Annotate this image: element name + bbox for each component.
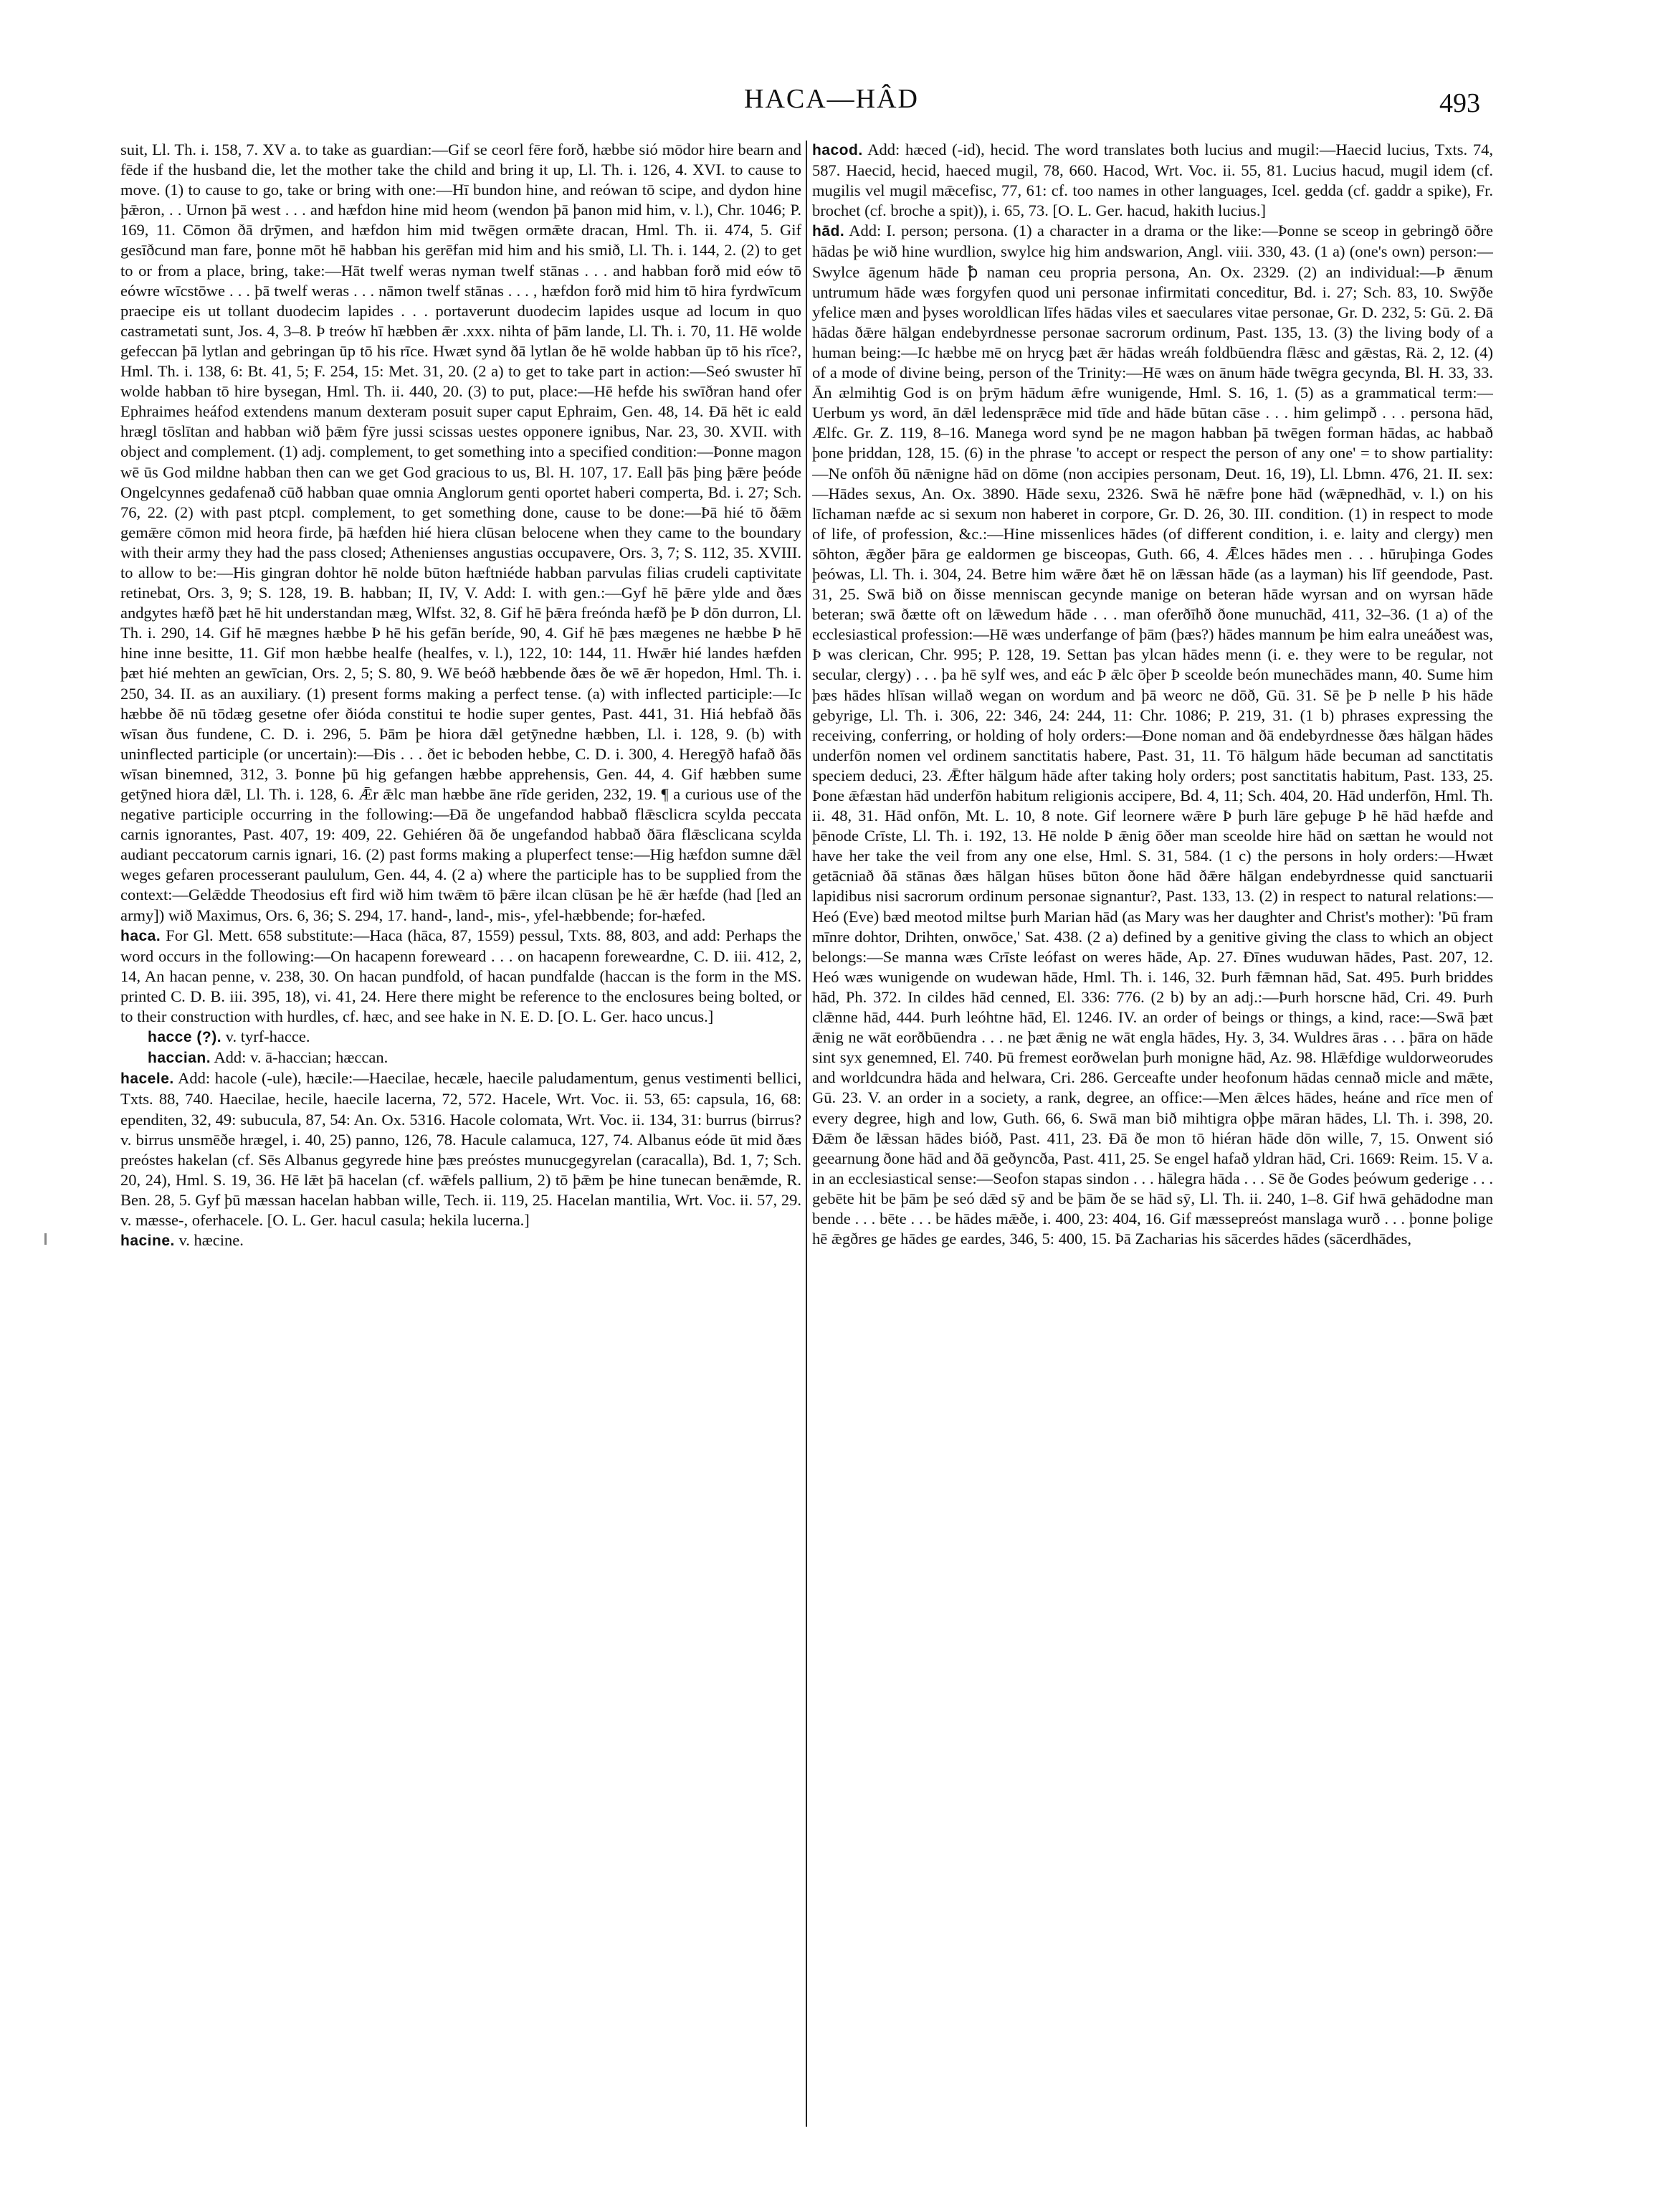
headword: haca. (120, 927, 161, 944)
headword: hacce (?). (148, 1029, 222, 1046)
entry-continuation (120, 140, 801, 926)
headword: haccian. (148, 1050, 211, 1067)
margin-mark (44, 1233, 47, 1245)
headword: hacine. (120, 1233, 175, 1250)
entry-text: v. hæcine. (178, 1231, 244, 1250)
headword: hād. (812, 223, 845, 240)
entry-text: Add: hæced (-id), hecid. The word translates both lucius and mugil:—Haecid lucius, Txts. 74, 587. Haecid, hecid, haeced mugil, 78, 660. Hacod, Wrt. Voc. ii. 55, 81. Lucius hacud, mugil idem (cf. mugilis vel mugil mǣcefisc, 77, 61: cf. too names in other languages, Icel. gedda (cf. gaddr a spike), Fr. brochet (cf. broche a spit)), i. 65, 73. [O. L. Ger. hacud, hakith lucius.] (812, 141, 1493, 220)
headword: hacele. (120, 1071, 174, 1088)
running-title: HACA—HÂD (744, 84, 919, 114)
entry-text: Add: hacole (-ule), hæcile:—Haecilae, hecæle, haecile paludamentum, genus vestimenti bellici, Txts. 88, 740. Haecilae, hecile, haecile lacerna, 72, 572. Hacele, Wrt. Voc. ii. 53, 65: capsula, 16, 68: ependiten, 32, 49: subucula, 87, 54: An. Ox. 5316. Hacole colomata, Wrt. Voc. ii. 134, 31: burrus (birrus? v. birrus unsmēðe hrægel, i. 40, 25) panno, 126, 78. Hacule calamuca, 127, 74. Albanus eóde ūt mid ðæs preóstes hakelan (cf. Sēs Albanus gegyrede hine þæs preóstes munucgegyrelan (caracalla), Bd. 1, 7; Sch. 20, 24), Hml. S. 19, 36. Hē lǣt þā hacelan (cf. wǣfels pallium, 2) tō þǣm þe hine tunecan benǣmde, R. Ben. 28, 5. Gyf þū mæssan hacelan habban wille, Tech. ii. 119, 25. Hacelan mantilia, Wrt. Voc. ii. 57, 29. v. mæsse-, oferhacele. [O. L. Ger. hacul casula; hekila lucerna.] (120, 1069, 801, 1229)
entry-hacele (120, 1068, 801, 1230)
page-number: 493 (1439, 88, 1480, 118)
running-head (0, 77, 1663, 120)
entry-hacce (120, 1027, 801, 1048)
column-divider (806, 141, 807, 2127)
entry-had (812, 221, 1493, 1249)
headword: hacod. (812, 142, 863, 158)
right-column (812, 140, 1493, 2133)
entry-text: suit, Ll. Th. i. 158, 7. XV a. to take as guardian:—Gif se ceorl fēre forð, hæbbe sió mōdor hire bearn and fēde if the husband die, let the mother take the child and bring it up, Ll. Th. i. 126, 4. XVI. to cause to move. (1) to cause to go, take or bring with one:—Hī bundon hine, and reówan tō scipe, and dydon hine þǣron, . . Urnon þā west . . . and hæfdon hine mid heom (wendon þā þanon mid him, v. l.), Chr. 1046; P. 169, 11. Cōmon ðā drȳmen, and hæfdon him mid twēgen ormǣte dracan, Hml. Th. ii. 474, 5. Gif gesīðcund man fare, þonne mōt hē habban his gerēfan mid him and his smið, Ll. Th. i. 144, 2. (2) to get to or from a place, bring, take:—Hāt twelf weras nyman twelf stānas . . . and habban forð mid eów tō eówre wīcstōwe . . . þā twelf weras . . . nāmon twelf stānas . . . , hæfdon forð mid him tō hira fyrdwīcum praecipe eis ut tollant duodecim lapides . . . portaverunt duodecim lapides usque ad locum in quo castrametati sunt, Jos. 4, 3–8. Þ treów hī hæbben ǣr .xxx. nihta of þām lande, Ll. Th. i. 70, 11. Hē wolde gefeccan þā lytlan and gebringan ūp tō his rīce. Hwæt synd ðā lytlan ðe hē wolde habban ūp tō his rīce?, Hml. Th. i. 138, 6: Bt. 41, 5; F. 254, 15: Met. 31, 20. (2 a) to get to take part in action:—Seó swuster hī wolde habban tō hire bysegan, Hml. Th. ii. 440, 20. (3) to put, place:—Hē hefde his swīðran hand ofer Ephraimes heáfod extendens manum dexteram posuit super caput Ephraim, Gen. 48, 14. Ðā hēt ic eald hrægl tōslītan and habban wið þǣm fȳre jussi scissas uestes opponere ignibus, Nar. 23, 30. XVII. with object and complement. (1) adj. complement, to get something into a specified condition:—Þonne magon wē ūs God mildne habban then can we get God gracious to us, Bl. H. 107, 17. Eall þās þing þǣre þeóde Ongelcynnes gedafenað cūð habban quae omnia Anglorum genti oportet haberi comperta, Bd. i. 27; Sch. 76, 22. (2) with past ptcpl. complement, to get something done, cause to be done:—Þā hié tō ðǣm gemǣre cōmon mid heora firde, þā hæfden hié hiera clūsan belocene when they came to the boundary with their army they had the pass closed; Athenienses angustias occupavere, Ors. 3, 7; S. 112, 35. XVIII. to allow to be:—His gingran dohtor hē nolde būton hæftniéde habban parvulas filias crudeli captivitate retinebat, Ors. 3, 9; S. 128, 19. B. habban; II, IV, V. Add: I. with gen.:—Gyf hē þǣre ylde and ðæs andgytes hæfð þæt hē hit understandan mæg, Wlfst. 32, 8. Gif hē þǣra freónda hæfð þe Þ dōn durron, Ll. Th. i. 290, 14. Gif hē mægnes hæbbe Þ hē his gefān beríde, 90, 4. Gif hē þæs mægenes ne hæbbe Þ hē hine inne besitte, 11. Gif mon hæbbe healfe (healfes, v. l.), 122, 10: 144, 11. Hwǣr hié landes hæfden þæt hié mehten an gewīcian, Ors. 2, 5; S. 80, 9. Wē beóð hæbbende ðæs ðe wē ǣr hopedon, Hml. Th. i. 250, 34. II. as an auxiliary. (1) present forms making a perfect tense. (a) with inflected participle:—Ic hæbbe ðē nū tōdæg gesetne ofer ðióda constitui te hodie super gentes, Past. 441, 31. Hiá hebfað ðās wīsan ðus fundene, C. D. i. 296, 5. Þām þe hiora dǣl getȳnedne hæbben, Ll. i. 128, 9. (b) with uninflected participle (or uncertain):—Ðis . . . ðet ic beboden hebbe, C. D. i. 300, 4. Heregȳð hafað ðās wīsan binemned, 312, 3. Þonne þū hig gefangen hæbbe apprehensis, Gen. 44, 4. Gif hæbben sume getȳned hiora dǣl, Ll. Th. i. 128, 6. Ǣr ǣlc man hæbbe āne rīde geriden, 232, 19. ¶ a curious use of the negative participle occurring in the following:—Ðā ðe ungefandod habbað flǣsclicra scylda peccata carnis ignorantes, Past. 407, 19: 409, 22. Gehiéren ðā ðe ungefandod habbað ðāra flǣsclicana scylda audiant peccatorum carnis ignari, 16. (2) past forms making a pluperfect tense:—Hig hæfdon sumne dǣl weges gefaren processerant paululum, Gen. 44, 4. (2 a) where the participle has to be supplied from the context:—Gelǣdde Theodosius eft fird wið him twǣm tō þǣre ilcan clūsan þe hē ǣr hæfde (had [led an army]) wið Maximus, Ors. 6, 36; S. 294, 17. hand-, land-, mis-, yfel-hæbbende; for-hæfed. (120, 141, 801, 924)
entry-hacod (812, 140, 1493, 221)
entry-text: For Gl. Mett. 658 substitute:—Haca (hāca, 87, 1559) pessul, Txts. 88, 803, and add: Perhaps the word occurs in the following:—On hacapenn foreweard . . . on hacapenn foreweardne, C. D. iii. 412, 2, 14, An hacan penne, v. 238, 30. On hacan pundfold, of hacan pundfalde (haccan is the form in the MS. printed C. D. B. iii. 395, 18), vi. 41, 24. Here there might be reference to the enclosures being bolted, or to their construction with hurdles, cf. hæc, and see hake in N. E. D. [O. L. Ger. haco uncus.] (120, 926, 801, 1026)
entry-hacine (120, 1230, 801, 1251)
entry-text: Add: v. ā-haccian; hæccan. (214, 1048, 389, 1067)
entry-haccian (120, 1048, 801, 1068)
entry-text: v. tyrf-hacce. (225, 1027, 310, 1046)
left-column (120, 140, 801, 2133)
entry-haca (120, 926, 801, 1027)
entry-text: Add: I. person; persona. (1) a character in a drama or the like:—Þonne se sceop in gebringð ōðre hādas þe wið hine wurdlion, swylce hig him andswarion, Angl. viii. 330, 43. (1 a) (one's own) person:—Swylce āgenum hāde ꝥ naman ceu propria persona, An. Ox. 2329. (2) an individual:—Þ ǣnum untrumum hāde wæs forgyfen quod uni personae infirmitati conceditur, Bd. i. 27; Sch. 83, 10. Swȳðe yfelice mæn and þyses woroldlican līfes hādas viles et saeculares vitae personae, Gr. D. 232, 5: Gū. 2. Ðā hādas ðǣre hālgan endebyrdnesse personae sacrorum ordinum, Past. 135, 13. (3) the living body of a human being:—Ic hæbbe mē on hrycg þæt ǣr hādas wreáh foldbūendra flǣsc and gǣstas, Rä. 2, 12. (4) of a mode of divine being, person of the Trinity:—Hē wæs on ānum hāde twēgra gecynda, Bl. H. 33, 33. Ān ælmihtig God is on þrȳm hādum ǣfre wunigende, Hml. S. 16, 1. (5) as a grammatical term:—Uerbum ys word, ān dǣl ledensprǣce mid tīde and hāde būtan cāse . . . him gelimpð . . . persona hād, Ælfc. Gr. Z. 119, 8–16. Manega word synd þe ne magon habban þā twēgen forman hādas, ac habbað þone þriddan, 128, 15. (6) in the phrase 'to accept or respect the person of any one' = to show partiality:—Ne onfōh ðū nǣnigne hād on dōme (non accipies personam, Deut. 16, 19), Ll. Lbmn. 476, 21. II. sex:—Hādes sexus, An. Ox. 3890. Hāde sexu, 2326. Swā hē nǣfre þone hād (wǣpnedhād, v. l.) on his līchaman næfde ac si sexum non haberet in corpore, Gr. D. 26, 30. III. condition. (1) in respect to mode of life, of profession, &c.:—Hine missenlices hādes (of different condition, i. e. laity and clergy) men sōhton, ǣgðer þāra ge ealdormen ge bisceopas, Guth. 66, 4. Ǣlces hādes men . . . hūruþinga Godes þeówas, Ll. Th. i. 304, 24. Betre him wǣre ðæt hē on lǣssan hāde (as a layman) his līf geendode, Past. 31, 25. Swā bið on ðisse menniscan gecynde manige on beteran hāde wyrsan and on wyrsan hāde beteran; swā ðætte oft on lǣwedum hāde . . . man oferðīhð ðone munuchād, 411, 32–36. (1 a) of the ecclesiastical profession:—Hē wæs underfange of þām (þæs?) hādes mannum þe him ealra uneáðest was, Þ was clerican, Chr. 995; P. 128, 19. Settan þas ylcan hādes menn (i. e. they were to be regular, not secular, clergy) . . . þa hē sylf wes, and eác Þ ǣlc ōþer Þ sceolde beón munechādes mann, 40. Sume him þæs hādes hlīsan willað wegan on wordum and þā weorc ne dōð, Gū. 31. Sē þe Þ nelle Þ his hāde gebyrige, Ll. Th. i. 306, 22: 346, 24: 244, 11: Chr. 1086; P. 219, 31. (1 b) phrases expressing the receiving, conferring, or holding of holy orders:—Ðone noman and ðā endebyrdnesse ðæs hālgan hādes underfōn nomen vel ordinem sanctitatis habere, Past. 31, 11. Tō hālgum hāde becuman ad sanctitatis speciem deduci, 23. Ǣfter hālgum hāde after taking holy orders; post sanctitatis habitum, Past. 133, 25. Þone ǣfæstan hād underfōn habitum religionis accipere, Bd. 4, 11; Sch. 404, 20. Hād underfōn, Hml. Th. ii. 48, 31. Hād onfōn, Mt. L. 10, 8 note. Gif leornere wǣre Þ þurh lāre geþuge Þ hē hād hæfde and þēnode Crīste, Ll. Th. i. 192, 13. Hē nolde Þ ǣnig ōðer man sceolde hire hād on sættan he would not have her take the veil from any one else, Hml. S. 31, 584. (1 c) the persons in holy orders:—Hwæt getācniað ðā stānas ðæs hālgan hūses būton ðone hād ðǣre hālgan endebyrdnesse quid sanctuarii lapidibus nisi sacrorum ordinum personae signantur?, Past. 133, 13. (2) in respect to natural relations:—Heó (Eve) bæd meotod miltse þurh Marian hād (as Mary was her daughter and Christ's mother): 'Þū fram mīnre dohtor, Drihten, onwōce,' Sat. 438. (2 a) defined by a genitive giving the class to which an object belongs:—Se manna wæs Crīste leófast on weres hāde, Ap. 27. Ðīnes wuduwan hādes, Past. 207, 12. Heó wæs wunigende on wudewan hāde, Hml. Th. i. 146, 32. Þurh fǣmnan hād, Sat. 495. Þurh briddes hād, Ph. 372. In cildes hād cenned, El. 336: 776. (2 b) by an adj.:—Þurh horscne hād, Cri. 49. Þurh clǣnne hād, 444. Þurh leóhtne hād, El. 1246. IV. an order of beings or things, a kind, race:—Swā þæt ǣnig ne wāt eorðbūendra . . . ne þæt ǣnig ne wāt engla hādes, Hy. 3, 34. Wuldres āras . . . þāra on hāde sint syx genemned, El. 740. Þū fremest eorðwelan þurh monigne hād, Az. 98. Hlǣfdige wuldorweorudes and worldcundra hāda and helwara, Cri. 286. Gerceafte under heofonum hādas cennað micle and mǣte, Gū. 23. V. an order in a society, a rank, degree, an office:—Men ǣlces hādes, heáne and rīce men of every degree, high and low, Guth. 66, 6. Swā man bið mihtigra oþþe māran hādes, Ll. Th. i. 398, 20. Ðǣm ðe lǣssan hādes bióð, Past. 411, 23. Ðā ðe mon tō hiéran hāde dōn wille, 7, 15. Onwent sió geearnung ðone hād and ðā geðyncða, Past. 411, 25. Se engel hafað yldran hād, Cri. 1669: Reim. 15. V a. in an ecclesiastical sense:—Seofon stapas sindon . . . hālegra hāda . . . Sē ðe Godes þeówum gederige . . . gebēte hit be þām þe seó dǣd sȳ and be þām ðe se hād sȳ, Ll. Th. ii. 240, 1–8. Gif hwā gehādodne man bende . . . bēte . . . be hādes mǣðe, i. 400, 23: 404, 16. Gif mæssepreóst manslaga wurð . . . þonne þolige hē ǣgðres ge hādes ge eardes, 346, 5: 400, 15. Þā Zacharias his sācerdes hādes (sācerdhādes, (812, 222, 1493, 1248)
